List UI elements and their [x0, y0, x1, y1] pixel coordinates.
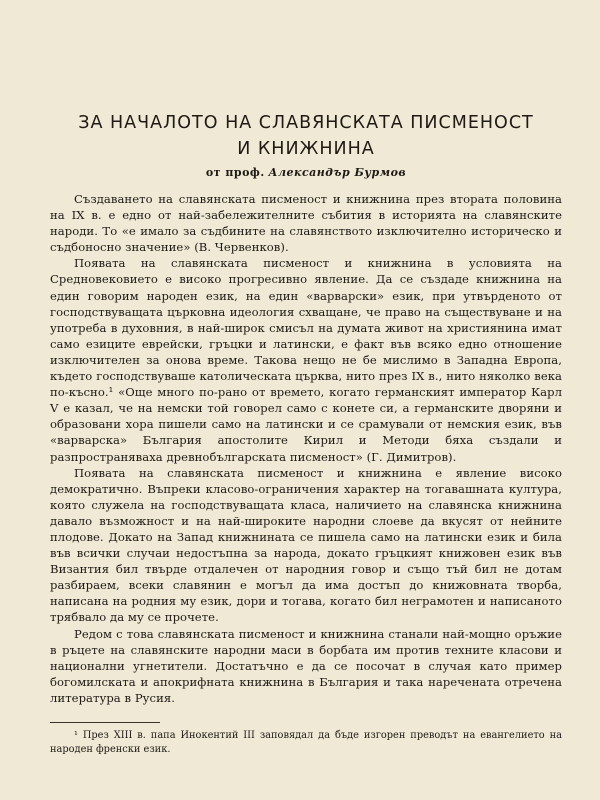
paragraph: Редом с това славянската писменост и книжнина станали най-мощно оръжие в ръцете на славянските народни маси в борбата им против техните класови и национални угнетители. Достатъчно е да се посочат в случая като пример богомилската и апокрифната книжнина в България и така наречената отречена литература в Русия. — [50, 626, 562, 705]
footnote-divider — [50, 722, 160, 723]
title-line-1: ЗА НАЧАЛОТО НА СЛАВЯНСКАТА ПИСМЕНОСТ — [78, 113, 534, 133]
footnote: ¹ През XIII в. папа Инокентий III заповядал да бъде изгорен преводът на евангелието на народен френски език. — [50, 730, 562, 755]
author-prefix: от проф. — [205, 166, 265, 179]
author-byline — [50, 166, 562, 179]
paragraph: Създаването на славянската писменост и книжнина през втората половина на IX в. е едно от най-забележителните събития в историята на славянските народи. То «е имало за съдбините на славянството изключително историческо и съдбоносно значение» (В. Червенков). — [50, 192, 562, 255]
author-name: Александър Бурмов — [268, 166, 407, 179]
paragraph: Появата на славянската писменост и книжнина в условията на Средновековието е високо прогресивно явление. Да се създаде книжнина на един говорим народен език, на един «варварски» език, при утвърденото от господствуващата църковна идеология схващане, че право на съществуване и на употреба в духовния, в най-широк смисъл на думата живот на християнина имат само езиците еврейски, гръцки и латински, е факт във всяко едно отношение изключителен за онова време. Такова нещо не бе мислимо в Западна Европа, където господствуваше католическата църква, нито през IX в., нито няколко века по-късно.¹ «Още много по-рано от времето, когато германският император Карл V е казал, че на немски той говорел само с конете си, а германските дворяни и образовани хора пишели само на латински и се срамували от немския език, във «варварска» България апостолите Кирил и Методи бяха създали и разпространяваха древнобългарската писменост» (Г. Димитров). — [50, 256, 562, 464]
article-title — [50, 110, 562, 162]
title-line-2: И КНИЖНИНА — [237, 139, 375, 159]
article-body — [50, 191, 562, 706]
paragraph: Появата на славянската писменост и книжнина е явление високо демократично. Въпреки класово-ограничения характер на тогавашната култура, която служела на господствуващата класа, наличието на славянска книжнина давало възможност и на най-широките народни слоеве да вкусят от нейните плодове. Докато на Запад книжнината се пишела само на латински език и била във всички случаи недостъпна за народа, докато гръцкият книжовен език във Византия бил твърде отдалечен от народния говор и също тъй бил не дотам разбираем, всеки славянин е могъл да има достъп до книжовната творба, написана на родния му език, дори и тогава, когато бил неграмотен и написаното трябвало да му се прочете. — [50, 465, 562, 625]
